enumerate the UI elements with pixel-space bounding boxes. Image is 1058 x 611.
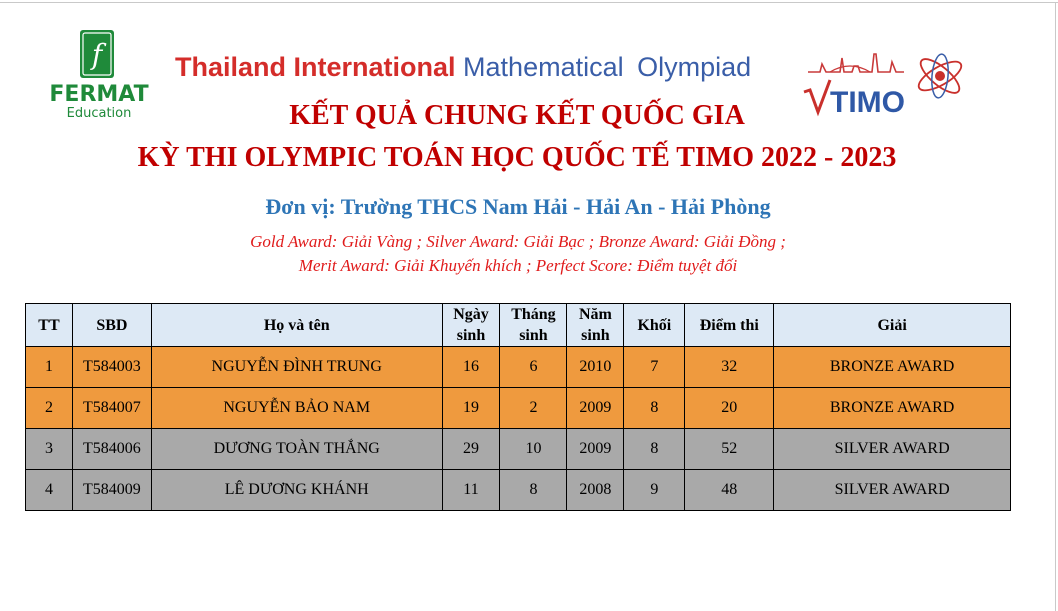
- cell-name: NGUYỄN ĐÌNH TRUNG: [151, 347, 442, 388]
- cell-score: 20: [685, 388, 774, 429]
- col-header-tt: TT: [26, 304, 73, 347]
- cell-tt: 4: [26, 470, 73, 511]
- cell-score: 52: [685, 429, 774, 470]
- cell-month: 8: [500, 470, 567, 511]
- brand-part-3: Olympiad: [637, 52, 752, 82]
- col-header-grade: Khối: [624, 304, 685, 347]
- fermat-book-icon: [78, 28, 116, 80]
- timo-logo-text: TIMO: [830, 86, 905, 119]
- col-header-year-line1: Năm: [578, 306, 612, 323]
- cell-tt: 2: [26, 388, 73, 429]
- fermat-brand-subtitle: Education: [66, 106, 132, 121]
- col-header-month-line2: sinh: [519, 327, 548, 344]
- cell-grade: 7: [624, 347, 685, 388]
- col-header-day: [442, 304, 500, 347]
- col-header-year-line2: sinh: [581, 327, 610, 344]
- results-table: [25, 303, 1011, 511]
- cell-month: 10: [500, 429, 567, 470]
- page-title: KẾT QUẢ CHUNG KẾT QUỐC GIA: [289, 100, 745, 131]
- fermat-brand-name: FERMAT: [49, 82, 149, 107]
- cell-day: 11: [442, 470, 500, 511]
- fermat-letter: f: [91, 38, 103, 71]
- cell-tt: 3: [26, 429, 73, 470]
- cell-sbd: T584003: [72, 347, 151, 388]
- cell-year: 2009: [567, 429, 624, 470]
- table-header-row: [26, 304, 1011, 347]
- cell-name: LÊ DƯƠNG KHÁNH: [151, 470, 442, 511]
- cell-tt: 1: [26, 347, 73, 388]
- brand-part-2: Mathematical: [463, 52, 624, 82]
- table-row: [26, 429, 1011, 470]
- col-header-day-line1: Ngày: [453, 306, 489, 323]
- school-unit-line: Đơn vị: Trường THCS Nam Hải - Hải An - Hải Phòng: [265, 194, 771, 219]
- award-legend-line-2: Merit Award: Giải Khuyến khích ; Perfect Score: Điểm tuyệt đối: [298, 256, 738, 275]
- award-legend-line-1: Gold Award: Giải Vàng ; Silver Award: Giải Bạc ; Bronze Award: Giải Đồng ;: [250, 232, 786, 251]
- cell-day: 19: [442, 388, 500, 429]
- col-header-name: Họ và tên: [151, 304, 442, 347]
- cell-sbd: T584007: [72, 388, 151, 429]
- cell-month: 2: [500, 388, 567, 429]
- cell-score: 32: [685, 347, 774, 388]
- col-header-month: [500, 304, 567, 347]
- cell-award: SILVER AWARD: [774, 470, 1011, 511]
- olympiad-brand-line: [175, 50, 785, 84]
- page-subtitle: KỲ THI OLYMPIC TOÁN HỌC QUỐC TẾ TIMO 2022 - 2023: [137, 142, 897, 173]
- page-border-top: [0, 2, 1058, 3]
- cell-day: 16: [442, 347, 500, 388]
- atom-icon: [915, 53, 966, 98]
- table-row: [26, 388, 1011, 429]
- table-row: [26, 347, 1011, 388]
- page-border-right: [1055, 2, 1056, 611]
- cell-grade: 8: [624, 429, 685, 470]
- cell-score: 48: [685, 470, 774, 511]
- cell-award: BRONZE AWARD: [774, 347, 1011, 388]
- cell-award: SILVER AWARD: [774, 429, 1011, 470]
- cell-name: DƯƠNG TOÀN THẮNG: [151, 429, 442, 470]
- col-header-day-line2: sinh: [456, 327, 486, 344]
- cell-year: 2009: [567, 388, 624, 429]
- cell-day: 29: [442, 429, 500, 470]
- col-header-award: Giải: [774, 304, 1011, 347]
- cell-grade: 8: [624, 388, 685, 429]
- brand-part-1: Thailand International: [175, 52, 456, 82]
- cell-year: 2010: [567, 347, 624, 388]
- col-header-sbd: SBD: [72, 304, 151, 347]
- cell-month: 6: [500, 347, 567, 388]
- col-header-month-line1: Tháng: [511, 306, 556, 323]
- cell-grade: 9: [624, 470, 685, 511]
- cell-sbd: T584009: [72, 470, 151, 511]
- cell-year: 2008: [567, 470, 624, 511]
- col-header-year: [567, 304, 624, 347]
- cell-sbd: T584006: [72, 429, 151, 470]
- cell-name: NGUYỄN BẢO NAM: [151, 388, 442, 429]
- cell-award: BRONZE AWARD: [774, 388, 1011, 429]
- table-row: [26, 470, 1011, 511]
- col-header-score: Điểm thi: [685, 304, 774, 347]
- timo-skyline-icon: [808, 54, 904, 72]
